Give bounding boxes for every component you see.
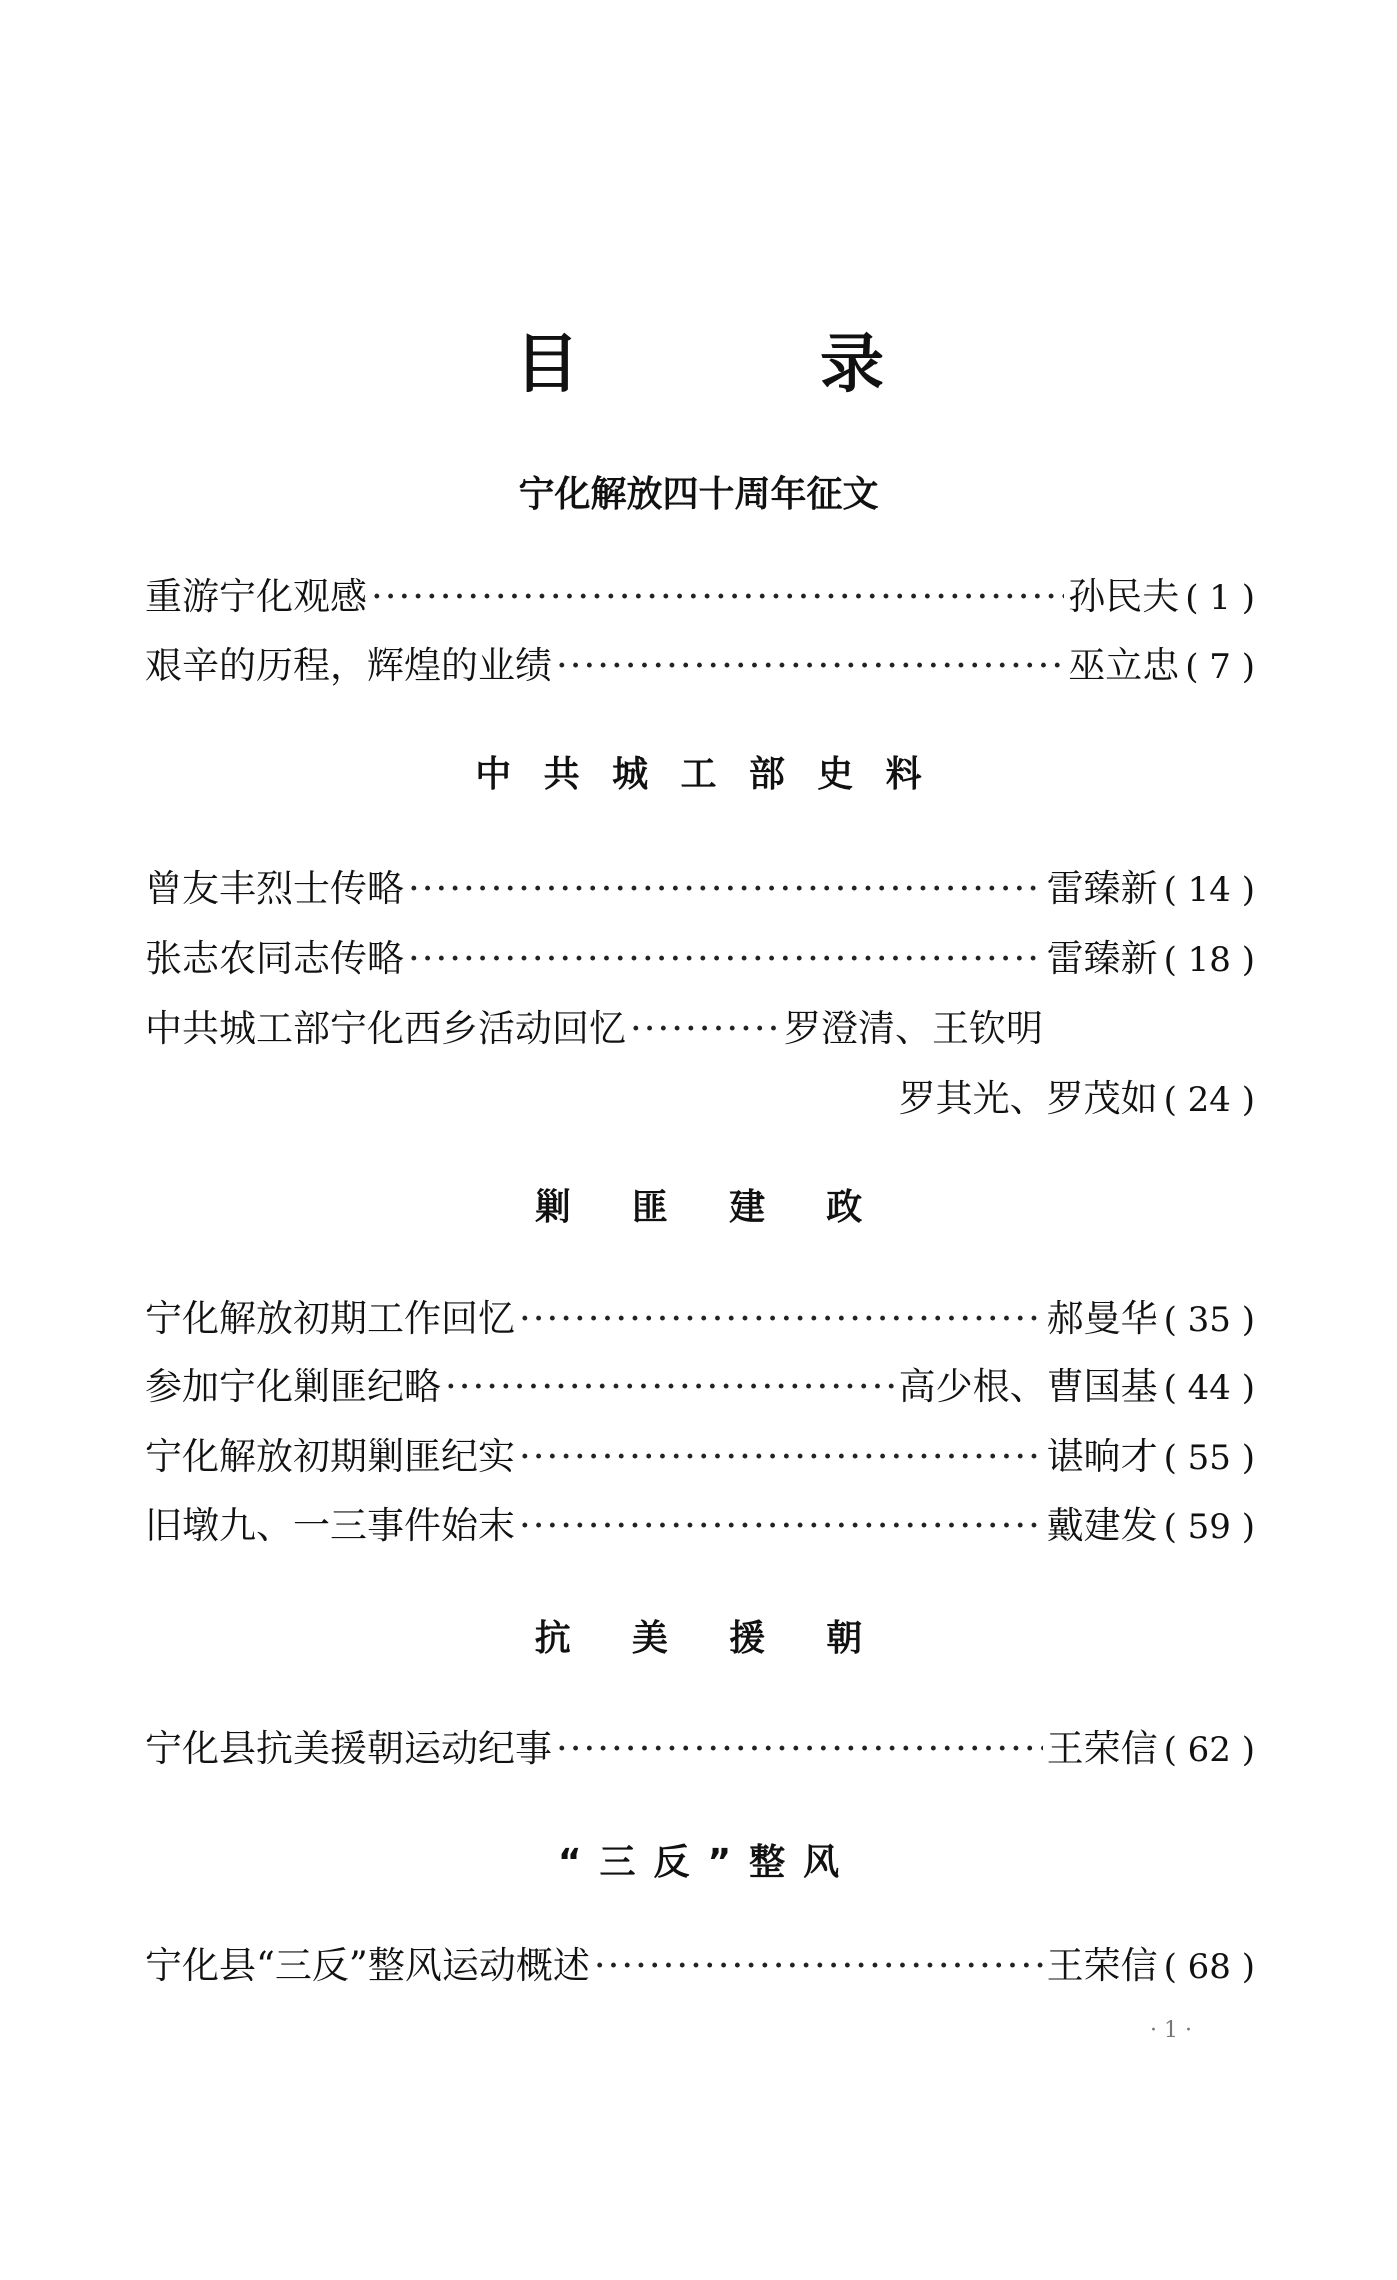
section-heading-anniversary: 宁化解放四十周年征文 (518, 474, 879, 515)
entry-title: 张志农同志传略 (145, 937, 404, 980)
dot-leader (408, 860, 1043, 918)
toc-entry[interactable] (145, 1358, 1255, 1416)
entry-author: 戴建发 (1046, 1504, 1158, 1547)
dot-leader (594, 1937, 1043, 1995)
entry-page-number: ( 59 ) (1163, 1507, 1255, 1547)
dot-leader (519, 1428, 1043, 1486)
entry-author: 雷臻新 (1046, 937, 1158, 980)
entry-author: 郝曼华 (1046, 1297, 1158, 1340)
folio-page-number: · 1 · (1150, 2018, 1192, 2043)
section-heading-resist-us-aid-korea: 抗美援朝 (534, 1618, 924, 1659)
section-heading-bandit-suppression: 剿匪建政 (534, 1187, 924, 1228)
entry-author: 孙民夫 (1068, 575, 1180, 618)
dot-leader (445, 1358, 895, 1416)
entry-page-number: ( 35 ) (1163, 1300, 1255, 1340)
entry-title: 宁化县抗美援朝运动纪事 (145, 1727, 552, 1770)
entry-author: 谌晌才 (1046, 1435, 1158, 1478)
section-heading-city-work-dept: 中共城工部史料 (475, 754, 955, 795)
dot-leader (630, 1000, 780, 1058)
entry-author: 雷臻新 (1046, 867, 1158, 910)
toc-entry[interactable] (145, 1290, 1255, 1348)
dot-leader (556, 1720, 1043, 1778)
toc-entry[interactable] (145, 930, 1255, 988)
entry-title: 参加宁化剿匪纪略 (145, 1365, 441, 1408)
dot-leader (519, 1497, 1043, 1555)
toc-entry[interactable] (145, 637, 1255, 695)
entry-page-number: ( 24 ) (1163, 1080, 1255, 1120)
entry-title: 艰辛的历程，辉煌的业绩 (145, 644, 552, 687)
entry-page-number: ( 7 ) (1185, 647, 1255, 687)
toc-entry-continuation (899, 1070, 1255, 1128)
toc-entry[interactable] (145, 1000, 1255, 1058)
entry-page-number: ( 1 ) (1185, 578, 1255, 618)
entry-title: 曾友丰烈士传略 (145, 867, 404, 910)
dot-leader (371, 568, 1064, 626)
entry-title: 宁化县“三反”整风运动概述 (145, 1944, 590, 1987)
entry-title: 宁化解放初期工作回忆 (145, 1297, 515, 1340)
entry-page-number: ( 68 ) (1163, 1947, 1255, 1987)
entry-page-number: ( 44 ) (1163, 1368, 1255, 1408)
dot-leader (519, 1290, 1043, 1348)
page-title (0, 325, 1397, 405)
dot-leader (408, 930, 1043, 988)
entry-author-line-2: 罗其光、罗茂如 (898, 1077, 1158, 1120)
entry-author: 王荣信 (1046, 1727, 1158, 1770)
entry-title: 中共城工部宁化西乡活动回忆 (145, 1007, 626, 1050)
toc-entry[interactable] (145, 1937, 1255, 1995)
entry-page-number: ( 14 ) (1163, 870, 1255, 910)
toc-entry[interactable] (145, 1497, 1255, 1555)
entry-page-number: ( 18 ) (1163, 940, 1255, 980)
entry-title: 重游宁化观感 (145, 575, 367, 618)
toc-entry[interactable] (145, 568, 1255, 626)
toc-entry[interactable] (145, 1720, 1255, 1778)
entry-author: 巫立忠 (1068, 644, 1180, 687)
entry-author: 罗澄清、王钦明 (784, 1007, 1043, 1050)
toc-entry[interactable] (145, 1428, 1255, 1486)
dot-leader (556, 637, 1064, 695)
entry-author: 王荣信 (1046, 1944, 1158, 1987)
entry-title: 旧墩九、一三事件始末 (145, 1504, 515, 1547)
section-heading-three-antis-rectification: “三反”整风 (557, 1842, 858, 1883)
entry-page-number: ( 55 ) (1163, 1438, 1255, 1478)
toc-entry[interactable] (145, 860, 1255, 918)
page-title-char-1: 目 (515, 328, 579, 402)
entry-page-number: ( 62 ) (1163, 1730, 1255, 1770)
entry-author: 高少根、曹国基 (898, 1365, 1158, 1408)
entry-title: 宁化解放初期剿匪纪实 (145, 1435, 515, 1478)
page-title-char-2: 录 (820, 328, 884, 402)
